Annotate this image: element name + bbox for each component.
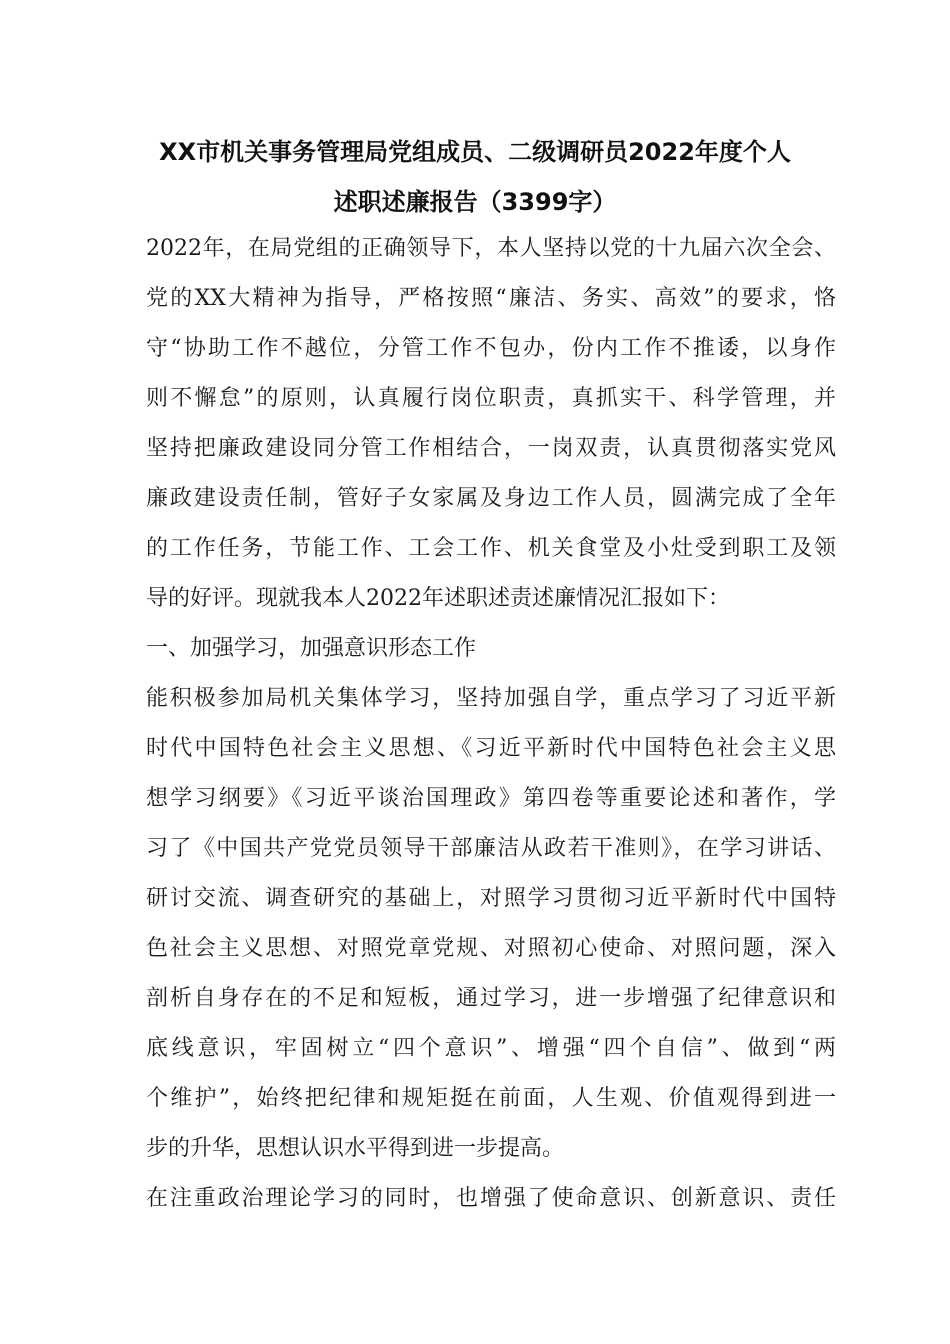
section-heading-1: 一、加强学习，加强意识形态工作 [146,636,477,661]
paragraph-2-line-8: 底线意识，牢固树立“四个意识”、增强“四个自信”、做到“两 [146,1036,836,1061]
paragraph-1-line-8: 导的好评。现就我本人2022年述职述责述廉情况汇报如下： [146,586,730,611]
paragraph-2-line-6: 色社会主义思想、对照党章党规、对照初心使命、对照问题，深入 [146,936,836,961]
paragraph-1-line-2: 党的XX大精神为指导，严格按照“廉洁、务实、高效”的要求，恪 [146,286,836,311]
paragraph-3-line-1: 在注重政治理论学习的同时，也增强了使命意识、创新意识、责任 [146,1186,836,1211]
paragraph-1-line-7: 的工作任务，节能工作、工会工作、机关食堂及小灶受到职工及领 [146,536,836,561]
paragraph-2-line-7: 剖析自身存在的不足和短板，通过学习，进一步增强了纪律意识和 [146,986,836,1011]
paragraph-2-line-9: 个维护”，始终把纪律和规矩挺在前面，人生观、价值观得到进一 [146,1086,836,1111]
document-title-line-2: 述职述廉报告（3399字） [333,188,617,216]
paragraph-2-line-5: 研讨交流、调查研究的基础上，对照学习贯彻习近平新时代中国特 [146,886,836,911]
document-title-line-1: XX市机关事务管理局党组成员、二级调研员2022年度个人 [159,138,791,166]
paragraph-1-line-1: 2022年，在局党组的正确领导下，本人坚持以党的十九届六次全会、 [146,236,836,261]
paragraph-2-line-10: 步的升华，思想认识水平得到进一步提高。 [146,1136,565,1161]
paragraph-1-line-5: 坚持把廉政建设同分管工作相结合，一岗双责，认真贯彻落实党风 [146,436,836,461]
paragraph-1-line-3: 守“协助工作不越位，分管工作不包办，份内工作不推诿，以身作 [146,336,836,361]
paragraph-2-line-1: 能积极参加局机关集体学习，坚持加强自学，重点学习了习近平新 [146,686,836,711]
paragraph-2-line-3: 想学习纲要》《习近平谈治国理政》第四卷等重要论述和著作，学 [146,786,836,811]
paragraph-2-line-4: 习了《中国共产党党员领导干部廉洁从政若干准则》，在学习讲话、 [146,836,836,861]
paragraph-2-line-2: 时代中国特色社会主义思想、《习近平新时代中国特色社会主义思 [146,736,836,761]
paragraph-1-line-6: 廉政建设责任制，管好子女家属及身边工作人员，圆满完成了全年 [146,486,836,511]
paragraph-1-line-4: 则不懈怠”的原则，认真履行岗位职责，真抓实干、科学管理，并 [146,386,836,411]
